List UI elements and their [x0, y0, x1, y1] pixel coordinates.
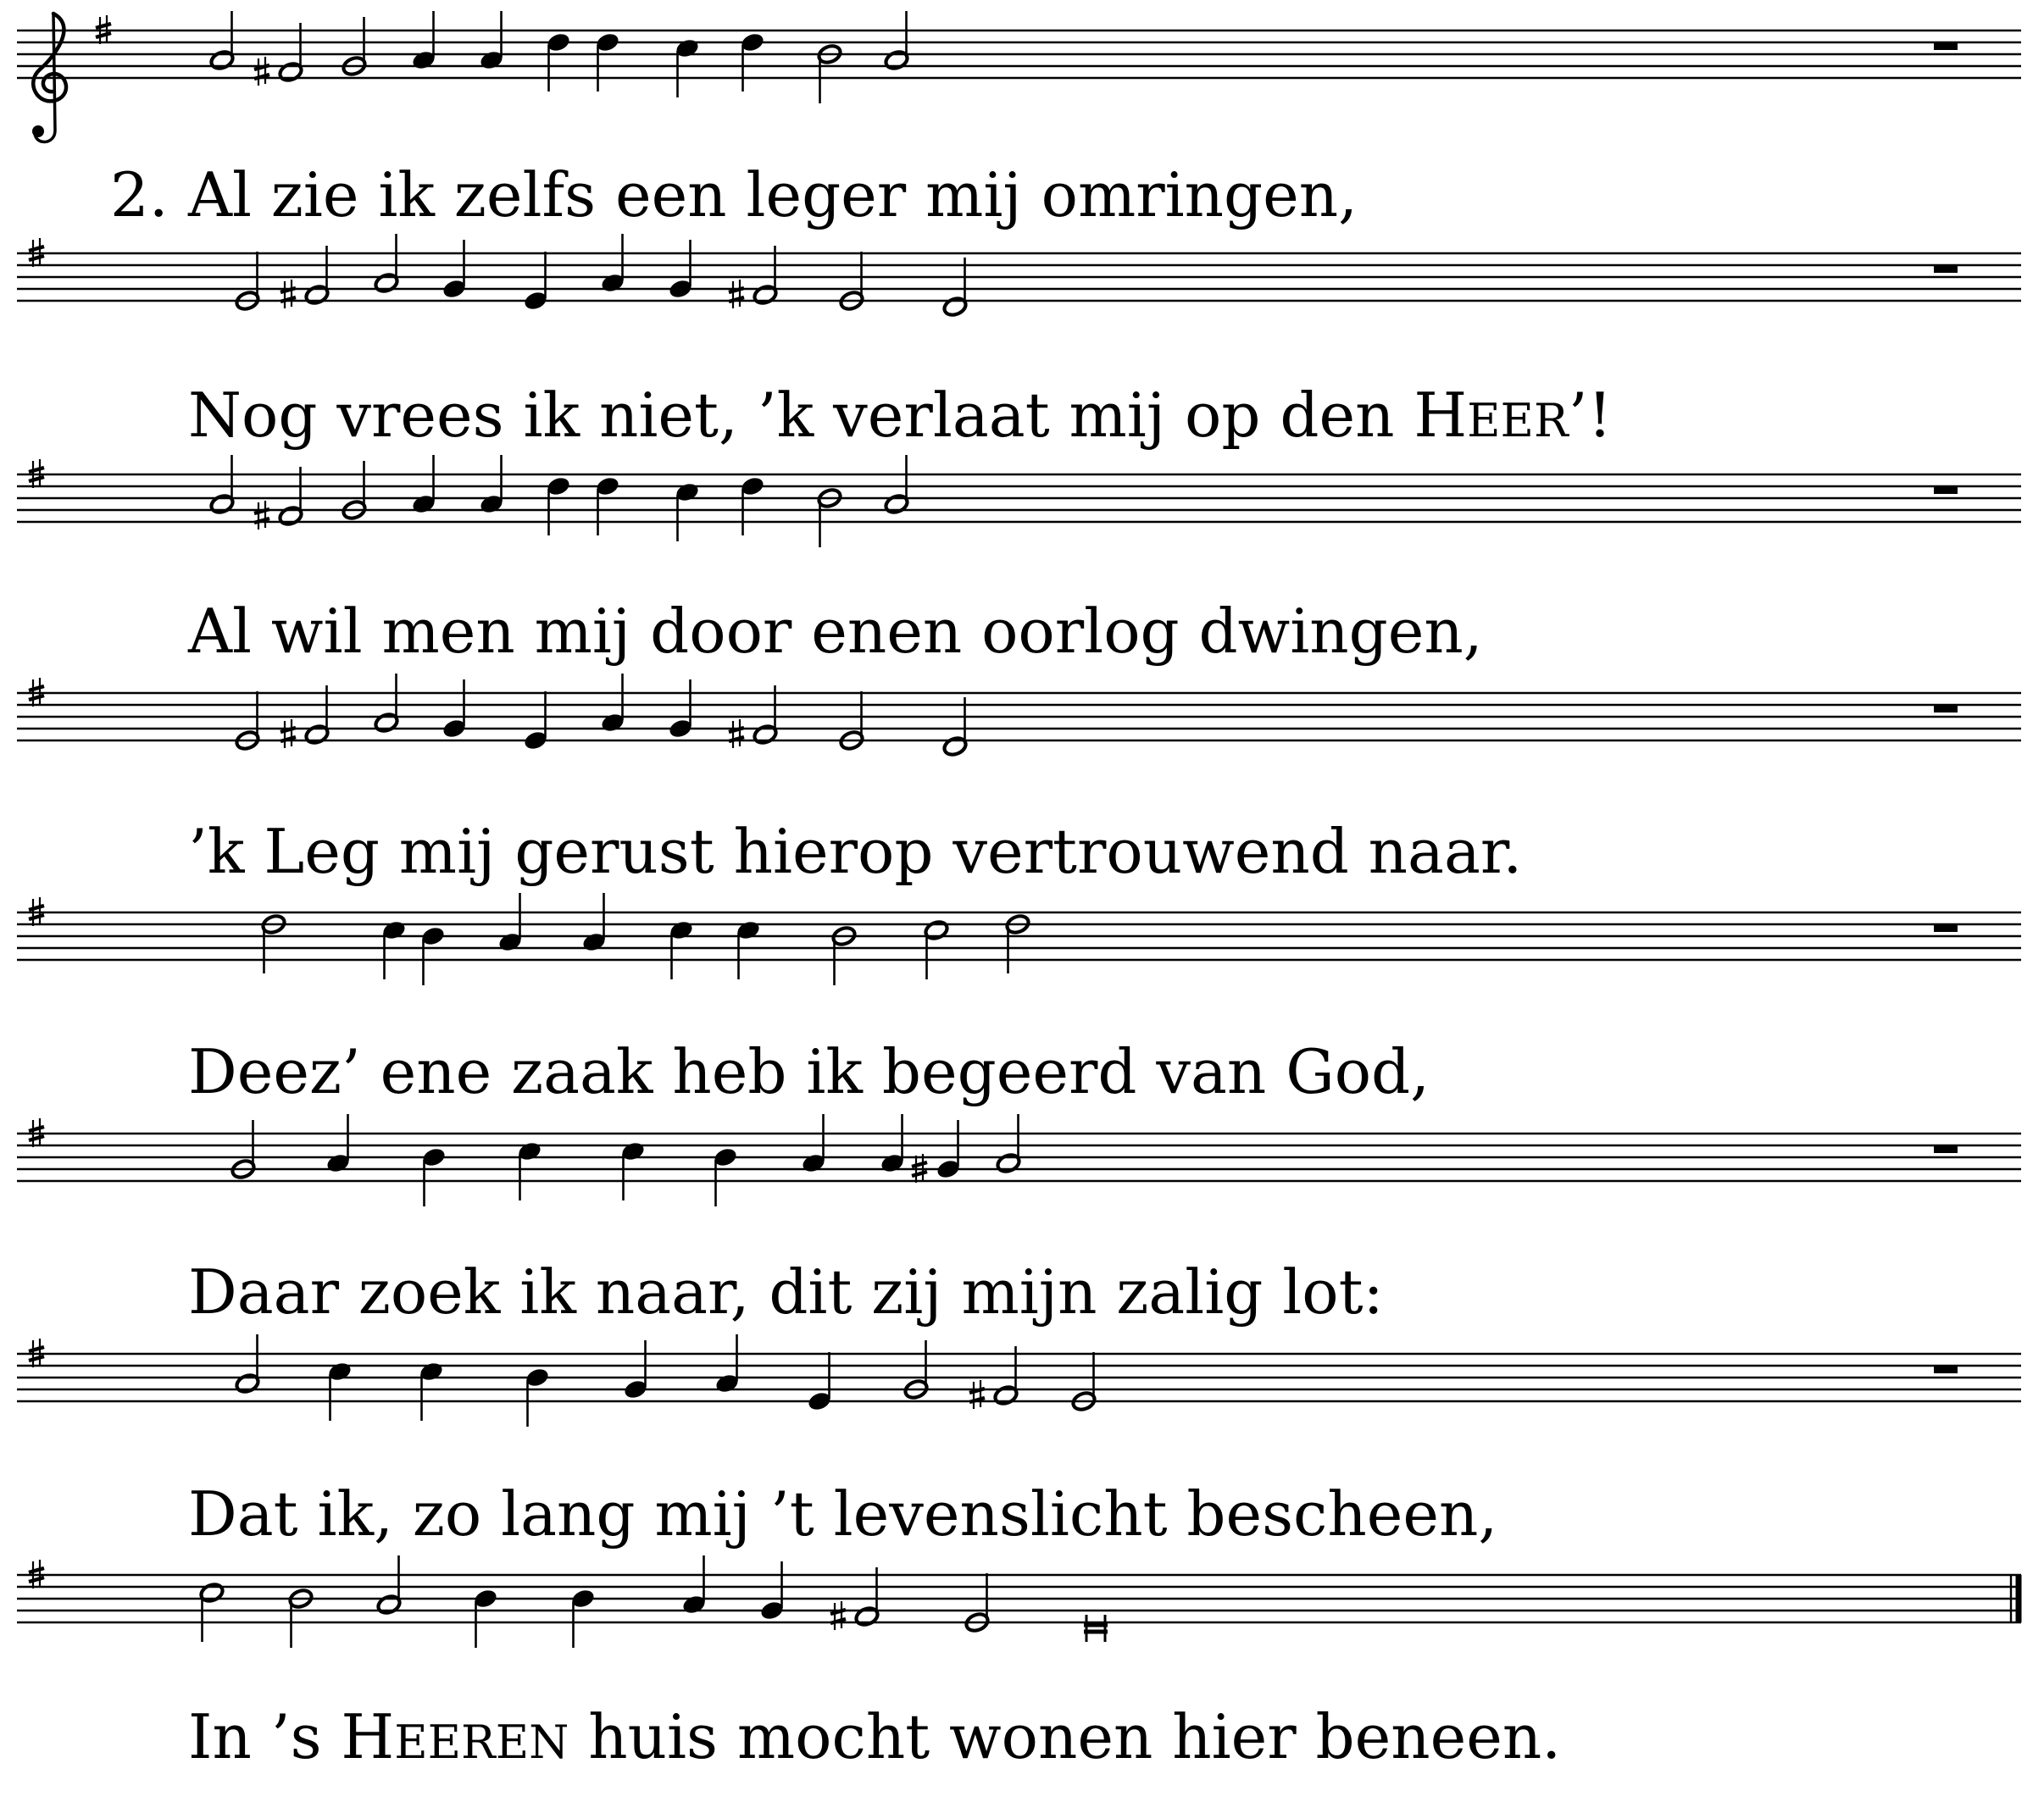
half-note — [374, 674, 400, 734]
quarter-note — [675, 37, 701, 97]
half-note — [199, 1582, 225, 1642]
quarter-note — [325, 1114, 352, 1174]
half-rest — [1934, 705, 1958, 712]
lyric-line: Nog vrees ik niet, ’k verlaat mij op den HEER’! — [188, 380, 1613, 451]
half-note — [996, 1114, 1022, 1174]
half-note — [288, 1588, 314, 1648]
half-note — [817, 43, 843, 103]
sharp-icon — [830, 1601, 846, 1630]
half-note — [235, 691, 261, 751]
half-rest — [1934, 1145, 1958, 1153]
quarter-note — [419, 1361, 445, 1421]
quarter-note — [546, 31, 572, 91]
half-note — [839, 252, 865, 312]
quarter-note — [600, 674, 626, 734]
quarter-note — [570, 1588, 597, 1648]
quarter-note — [807, 1352, 833, 1412]
lyric-line: Dat ik, zo lang mij ’t levenslicht bescheen, — [188, 1478, 1498, 1550]
quarter-note — [473, 1588, 499, 1648]
quarter-note — [623, 1340, 649, 1400]
quarter-note — [600, 234, 626, 294]
half-note — [942, 258, 969, 318]
half-note — [1005, 913, 1031, 973]
sharp-icon — [729, 280, 744, 308]
half-rest — [1934, 924, 1958, 932]
quarter-note — [620, 1140, 647, 1200]
quarter-note — [681, 1555, 708, 1616]
quarter-note — [421, 1146, 447, 1206]
half-note — [235, 1334, 261, 1394]
half-note — [342, 461, 368, 521]
staff — [17, 893, 2021, 985]
half-note — [235, 252, 261, 312]
quarter-note — [668, 240, 694, 300]
lyric-line: In ’s HEEREN huis mocht wonen hier beneen. — [188, 1701, 1562, 1772]
half-note — [924, 919, 950, 979]
half-note — [1071, 1352, 1097, 1412]
half-rest — [1934, 486, 1958, 494]
quarter-note — [912, 1120, 961, 1183]
staff — [17, 234, 2021, 318]
half-note — [831, 925, 858, 985]
quarter-note — [497, 893, 524, 953]
quarter-note — [740, 31, 766, 91]
quarter-note — [713, 1146, 739, 1206]
quarter-note — [411, 455, 437, 515]
staff — [17, 455, 2021, 547]
quarter-note — [525, 1367, 551, 1427]
quarter-note — [411, 11, 437, 71]
half-note — [964, 1573, 991, 1633]
half-note — [374, 234, 400, 294]
lyric-line: Deez’ ene zaak heb ik begeerd van God, — [188, 1036, 1430, 1107]
sharp-icon — [280, 280, 296, 308]
quarter-note — [759, 1561, 786, 1622]
half-note — [817, 487, 843, 547]
quarter-note — [675, 481, 701, 541]
staff — [17, 1555, 2021, 1648]
staff — [17, 11, 2021, 142]
half-note — [839, 691, 865, 751]
half-note — [209, 455, 236, 515]
half-note — [376, 1555, 403, 1616]
quarter-note — [669, 919, 695, 979]
half-rest — [1934, 265, 1958, 273]
quarter-note — [523, 691, 549, 751]
lyric-line: Al zie ik zelfs een leger mij omringen, — [188, 159, 1358, 230]
quarter-note — [523, 252, 549, 312]
quarter-note — [668, 679, 694, 740]
quarter-note — [581, 893, 608, 953]
quarter-note — [381, 919, 408, 979]
quarter-note — [327, 1361, 353, 1421]
staff — [17, 1334, 2021, 1427]
quarter-note — [420, 925, 447, 985]
half-note — [342, 17, 368, 77]
half-note — [209, 11, 236, 71]
quarter-note — [517, 1140, 543, 1200]
quarter-note — [479, 455, 505, 515]
quarter-note — [442, 679, 468, 740]
quarter-note — [442, 240, 468, 300]
sharp-icon — [280, 719, 296, 748]
half-note — [942, 697, 969, 757]
lyric-line: Daar zoek ik naar, dit zij mijn zalig lot: — [188, 1256, 1384, 1328]
breve-note — [1084, 1615, 1108, 1642]
lyric-line: ’k Leg mij gerust hierop vertrouwend naar. — [188, 816, 1523, 887]
quarter-note — [595, 31, 621, 91]
quarter-note — [546, 475, 572, 535]
staff — [17, 1114, 2021, 1206]
sharp-icon — [254, 57, 269, 86]
verse-number: 2. — [110, 159, 169, 230]
half-note — [903, 1340, 930, 1400]
lyric-line: Al wil men mij door enen oorlog dwingen, — [188, 596, 1483, 667]
sharp-icon — [254, 501, 269, 530]
quarter-note — [479, 11, 505, 71]
half-rest — [1934, 42, 1958, 50]
quarter-note — [740, 475, 766, 535]
half-note — [261, 913, 287, 973]
half-note — [231, 1120, 257, 1180]
quarter-note — [880, 1114, 906, 1174]
half-note — [884, 11, 910, 71]
half-note — [884, 455, 910, 515]
sharp-icon — [729, 719, 744, 748]
sharp-icon — [969, 1380, 985, 1409]
quarter-note — [595, 475, 621, 535]
half-rest — [1934, 1366, 1958, 1373]
quarter-note — [801, 1114, 827, 1174]
quarter-note — [714, 1334, 741, 1394]
quarter-note — [736, 919, 762, 979]
staff — [17, 674, 2021, 757]
